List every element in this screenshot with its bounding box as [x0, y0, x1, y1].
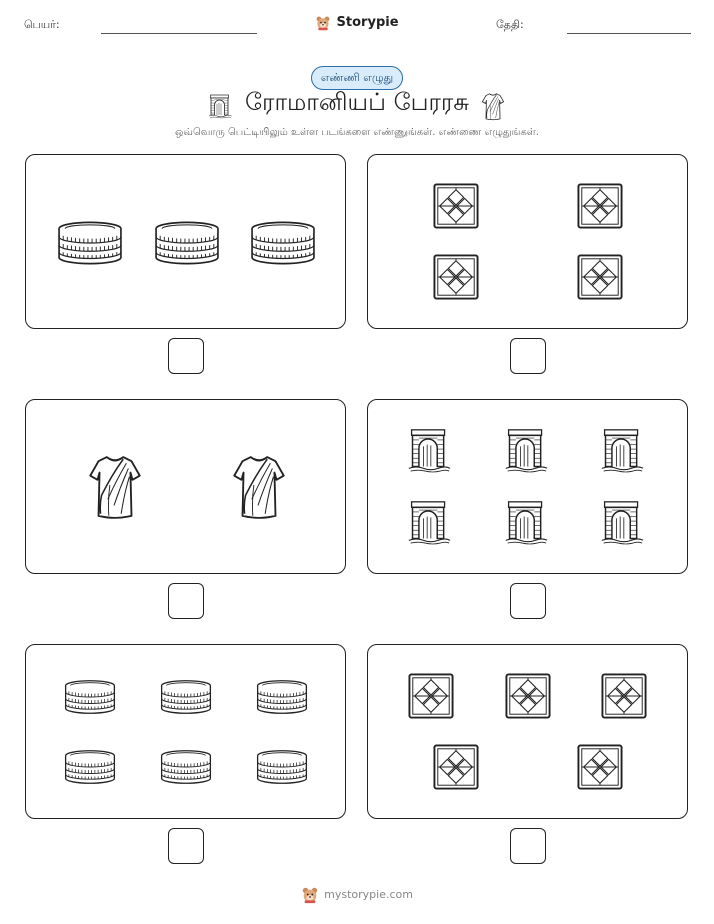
colosseum-icon — [64, 749, 116, 785]
aqueduct-icon — [600, 498, 644, 546]
brand-name: Storypie — [336, 15, 399, 30]
toga-icon — [482, 92, 504, 122]
colosseum-icon — [160, 749, 212, 785]
answer-box-4[interactable] — [510, 583, 546, 619]
mosaic-tile-icon — [408, 673, 454, 719]
aqueduct-icon — [504, 498, 548, 546]
date-line[interactable] — [567, 33, 691, 34]
colosseum-icon — [160, 679, 212, 715]
toga-icon — [89, 454, 141, 522]
mosaic-tile-icon — [433, 254, 479, 300]
answer-box-5[interactable] — [168, 828, 204, 864]
mosaic-tile-icon — [433, 183, 479, 229]
page-title: ரோமானியப் பேரரசு — [245, 88, 469, 116]
activity-badge: எண்ணி எழுது — [311, 66, 403, 90]
footer-url[interactable]: mystorypie.com — [324, 888, 413, 901]
aqueduct-icon — [407, 426, 451, 474]
count-panel-1 — [25, 154, 346, 329]
mosaic-tile-icon — [577, 744, 623, 790]
colosseum-icon — [250, 220, 316, 266]
count-panel-5 — [25, 644, 346, 819]
count-panel-4 — [367, 399, 688, 574]
aqueduct-icon — [504, 426, 548, 474]
answer-box-1[interactable] — [168, 338, 204, 374]
colosseum-icon — [154, 220, 220, 266]
colosseum-icon — [256, 749, 308, 785]
footer — [0, 884, 714, 904]
date-label: தேதி: — [496, 18, 524, 31]
aqueduct-icon — [600, 426, 644, 474]
aqueduct-icon — [407, 498, 451, 546]
count-panel-3 — [25, 399, 346, 574]
count-panel-6 — [367, 644, 688, 819]
name-line[interactable] — [101, 33, 257, 34]
mosaic-tile-icon — [433, 744, 479, 790]
toga-icon — [233, 454, 285, 522]
colosseum-icon — [256, 679, 308, 715]
mosaic-tile-icon — [577, 254, 623, 300]
colosseum-icon — [64, 679, 116, 715]
brand-logo — [0, 12, 714, 31]
mascot-icon — [315, 15, 331, 31]
instruction-text: ஒவ்வொரு பெட்டியிலும் உள்ள படங்களை எண்ணுங்கள். எண்ணை எழுதுங்கள். — [175, 127, 539, 138]
mosaic-tile-icon — [577, 183, 623, 229]
mosaic-tile-icon — [601, 673, 647, 719]
mascot-icon — [301, 886, 319, 904]
answer-box-3[interactable] — [168, 583, 204, 619]
answer-box-6[interactable] — [510, 828, 546, 864]
count-panel-2 — [367, 154, 688, 329]
answer-box-2[interactable] — [510, 338, 546, 374]
name-label: பெயர்: — [24, 18, 60, 31]
colosseum-icon — [57, 220, 123, 266]
mosaic-tile-icon — [505, 673, 551, 719]
